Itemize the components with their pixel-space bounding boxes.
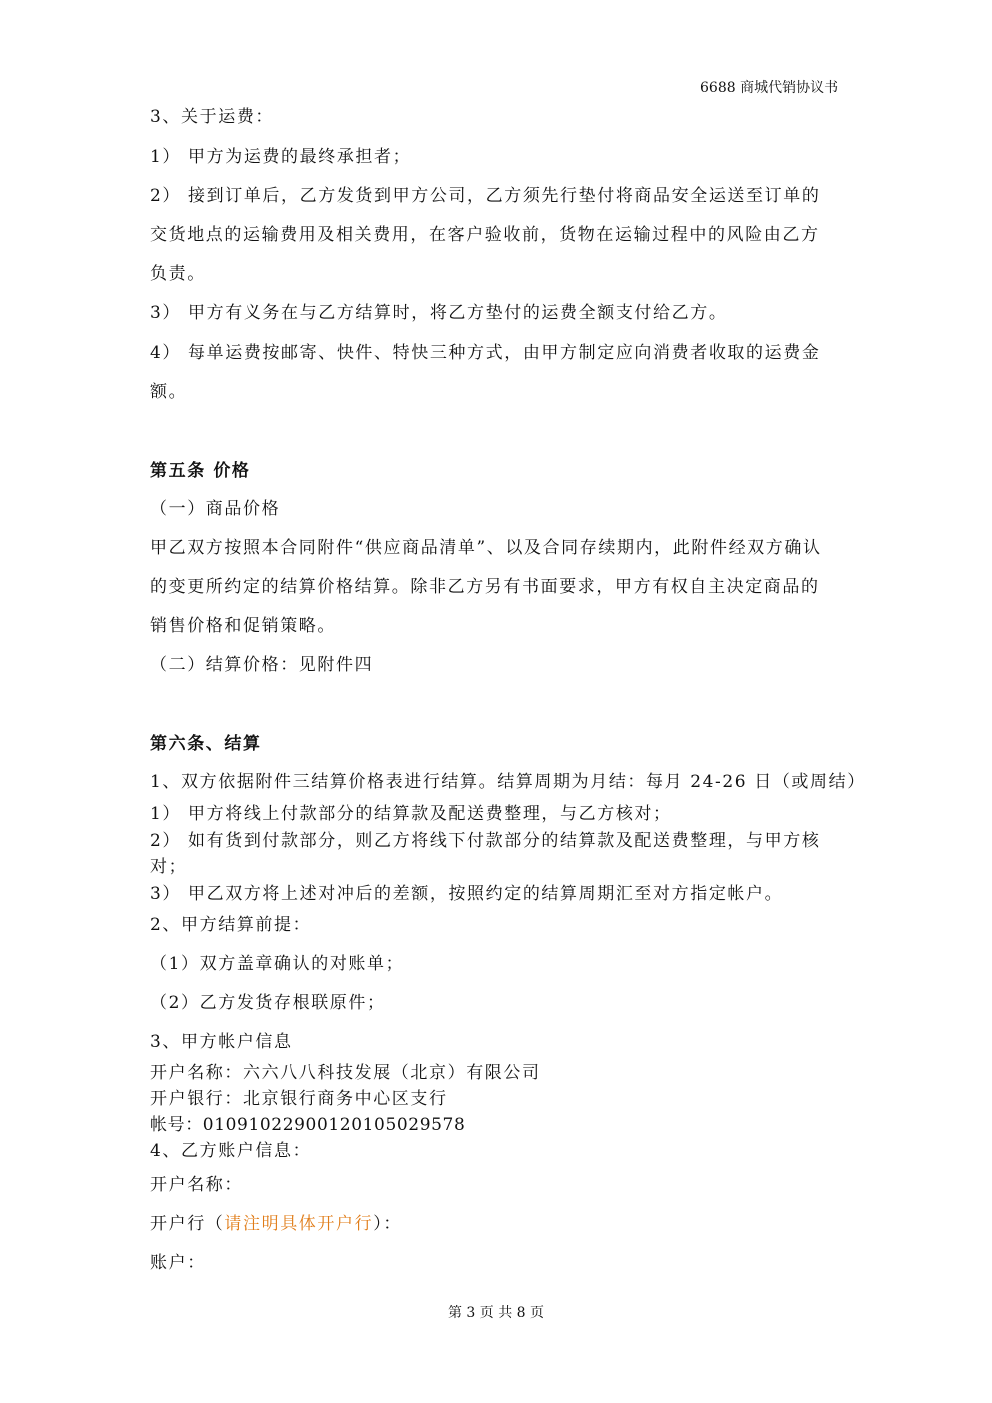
article-6-item-1: 1） 甲方将线上付款部分的结算款及配送费整理，与乙方核对； — [150, 804, 672, 824]
page-number: 第 3 页 共 8 页 — [447, 1305, 545, 1321]
party-a-account-bank: 开户银行：北京银行商务中心区支行 — [150, 1089, 448, 1109]
party-a-account-heading: 3、甲方帐户信息 — [150, 1032, 293, 1052]
freight-item-4-line-2: 额。 — [150, 382, 188, 402]
article-6-title: 第六条、结算 — [150, 734, 262, 754]
freight-item-4-line-1: 4） 每单运费按邮寄、快件、特快三种方式，由甲方制定应向消费者收取的运费金 — [150, 343, 821, 363]
article-6-item-2-line-2: 对； — [150, 857, 188, 877]
party-b-bank-prefix: 开户行（ — [150, 1214, 225, 1234]
document-header-title: 6688 商城代销协议书 — [700, 80, 839, 96]
party-a-account-name: 开户名称：六六八八科技发展（北京）有限公司 — [150, 1063, 541, 1083]
article-5-title: 第五条 价格 — [150, 461, 251, 481]
article-6-line-1: 1、双方依据附件三结算价格表进行结算。结算周期为月结：每月 24-26 日（或周结） — [150, 772, 866, 792]
article-5-paragraph-line-3: 销售价格和促销策略。 — [150, 616, 336, 636]
article-5-paragraph-line-1: 甲乙双方按照本合同附件“供应商品清单”、以及合同存续期内，此附件经双方确认 — [150, 538, 822, 558]
freight-item-2-line-3: 负责。 — [150, 264, 206, 284]
article-5-paragraph-line-2: 的变更所约定的结算价格结算。除非乙方另有书面要求，甲方有权自主决定商品的 — [150, 577, 820, 597]
article-6-item-2-line-1: 2） 如有货到付款部分，则乙方将线下付款部分的结算款及配送费整理，与甲方核 — [150, 831, 821, 851]
settlement-prerequisite-heading: 2、甲方结算前提： — [150, 915, 312, 935]
party-a-account-number: 帐号：01091022900120105029578 — [150, 1115, 466, 1135]
article-6-item-3: 3） 甲乙双方将上述对冲后的差额，按照约定的结算周期汇至对方指定帐户。 — [150, 884, 784, 904]
party-b-bank-suffix: ）： — [373, 1214, 402, 1234]
freight-item-2-line-2: 交货地点的运输费用及相关费用，在客户验收前，货物在运输过程中的风险由乙方 — [150, 225, 820, 245]
freight-heading: 3、关于运费： — [150, 107, 275, 127]
article-5-subsection-2: （二）结算价格：见附件四 — [150, 655, 374, 675]
party-b-account-name: 开户名称： — [150, 1175, 243, 1195]
settlement-prerequisite-1: （1）双方盖章确认的对账单； — [150, 954, 405, 974]
settlement-prerequisite-2: （2）乙方发货存根联原件； — [150, 993, 386, 1013]
party-b-account-bank — [150, 1209, 402, 1234]
party-b-account-heading: 4、乙方账户信息： — [150, 1141, 312, 1161]
party-b-bank-note: 请注明具体开户行 — [224, 1214, 374, 1234]
freight-item-3: 3） 甲方有义务在与乙方结算时，将乙方垫付的运费全额支付给乙方。 — [150, 303, 728, 323]
party-b-account-number: 账户： — [150, 1253, 206, 1273]
freight-item-2-line-1: 2） 接到订单后，乙方发货到甲方公司，乙方须先行垫付将商品安全运送至订单的 — [150, 186, 821, 206]
freight-item-1: 1） 甲方为运费的最终承担者； — [150, 147, 412, 167]
article-5-subsection-1: （一）商品价格 — [150, 499, 281, 519]
